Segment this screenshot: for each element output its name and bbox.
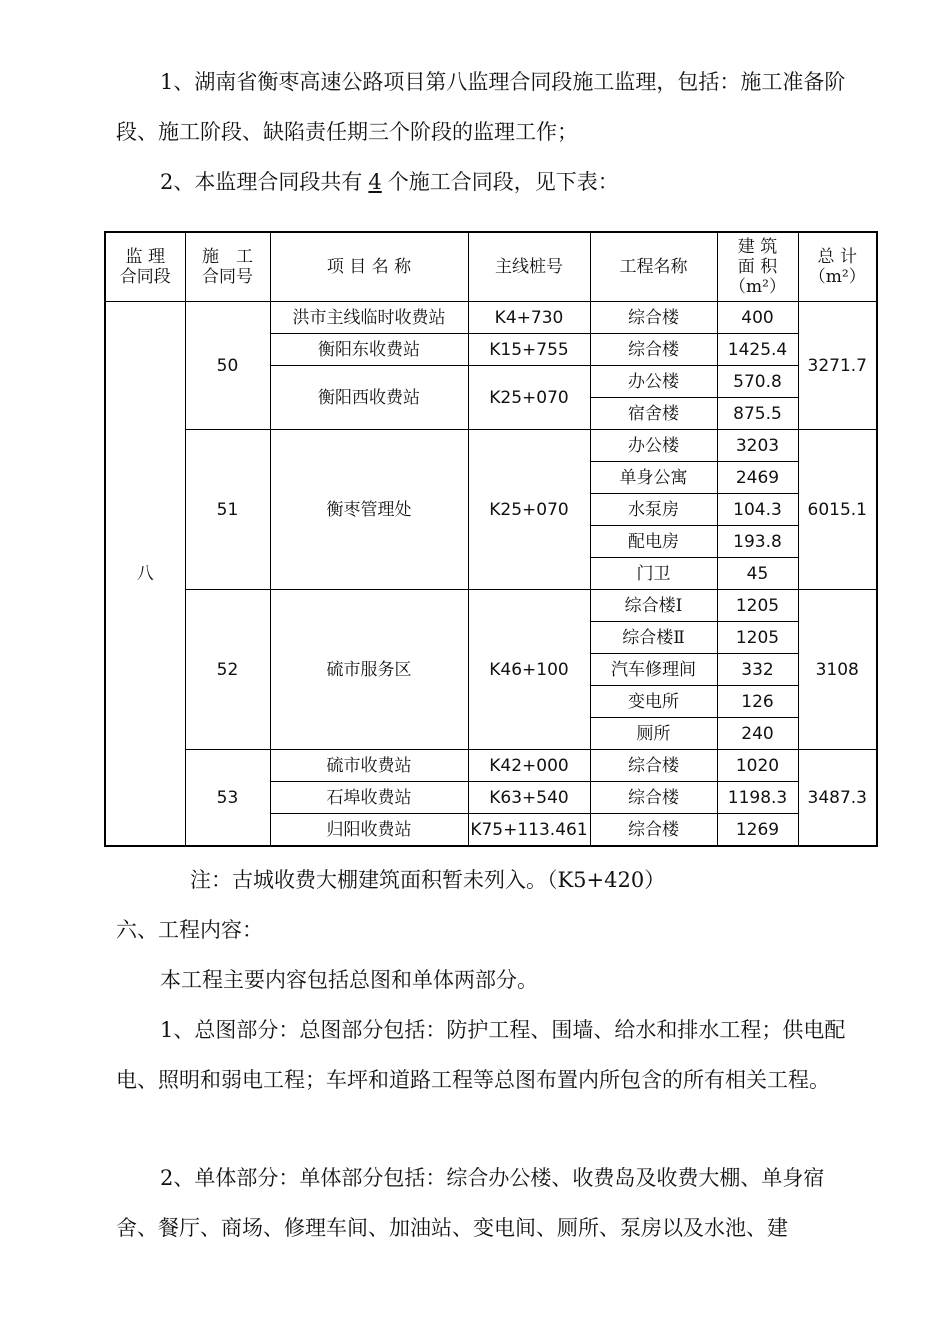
building-name-cell: 综合楼 xyxy=(590,814,717,847)
station-cell: K63+540 xyxy=(468,782,590,814)
area-cell: 1425.4 xyxy=(717,334,798,366)
area-cell: 240 xyxy=(717,718,798,750)
station-cell: K4+730 xyxy=(468,302,590,334)
area-cell: 1198.3 xyxy=(717,782,798,814)
contract-table xyxy=(104,231,878,847)
total-cell: 3108 xyxy=(798,590,877,750)
header-building-name: 工程名称 xyxy=(590,232,717,302)
project-name-cell: 衡阳西收费站 xyxy=(270,366,468,430)
header-area: 建 筑 面 积 （m²） xyxy=(717,232,798,302)
project-name-cell: 洪市主线临时收费站 xyxy=(270,302,468,334)
section-heading: 六、工程内容： xyxy=(116,918,263,942)
area-cell: 104.3 xyxy=(717,494,798,526)
station-cell: K25+070 xyxy=(468,430,590,590)
building-name-cell: 变电所 xyxy=(590,686,717,718)
table-row xyxy=(105,430,877,462)
paragraph-2-suffix: 个施工合同段，见下表： xyxy=(387,170,619,194)
total-cell: 3487.3 xyxy=(798,750,877,847)
area-cell: 2469 xyxy=(717,462,798,494)
area-cell: 1269 xyxy=(717,814,798,847)
project-name-cell: 硫市收费站 xyxy=(270,750,468,782)
header-total: 总 计 （m²） xyxy=(798,232,877,302)
station-cell: K42+000 xyxy=(468,750,590,782)
contract-number-cell: 50 xyxy=(185,302,270,430)
table-row xyxy=(105,590,877,622)
area-cell: 875.5 xyxy=(717,398,798,430)
contract-number-cell: 51 xyxy=(185,430,270,590)
content-item-1: 1、总图部分：总图部分包括：防护工程、围墙、给水和排水工程；供电配电、照明和弱电工程；车坪和道路工程等总图布置内所包含的所有相关工程。 xyxy=(116,1018,846,1092)
area-cell: 1020 xyxy=(717,750,798,782)
contract-number-cell: 53 xyxy=(185,750,270,847)
building-name-cell: 宿舍楼 xyxy=(590,398,717,430)
station-cell: K75+113.461 xyxy=(468,814,590,847)
building-name-cell: 综合楼 xyxy=(590,334,717,366)
building-name-cell: 水泵房 xyxy=(590,494,717,526)
table-row xyxy=(105,302,877,334)
area-cell: 1205 xyxy=(717,622,798,654)
content-item-2: 2、单体部分：单体部分包括：综合办公楼、收费岛及收费大棚、单身宿舍、餐厅、商场、修理车间、加油站、变电间、厕所、泵房以及水池、建 xyxy=(116,1166,825,1240)
area-cell: 1205 xyxy=(717,590,798,622)
content-intro: 本工程主要内容包括总图和单体两部分。 xyxy=(160,968,538,992)
station-cell: K46+100 xyxy=(468,590,590,750)
area-cell: 45 xyxy=(717,558,798,590)
building-name-cell: 厕所 xyxy=(590,718,717,750)
supervision-section-cell: 八 xyxy=(105,302,185,847)
building-name-cell: 单身公寓 xyxy=(590,462,717,494)
building-name-cell: 办公楼 xyxy=(590,366,717,398)
paragraph-1: 1、湖南省衡枣高速公路项目第八监理合同段施工监理，包括：施工准备阶段、施工阶段、缺陷责任期三个阶段的监理工作； xyxy=(116,70,846,144)
total-cell: 3271.7 xyxy=(798,302,877,430)
project-name-cell: 衡枣管理处 xyxy=(270,430,468,590)
header-construction-contract: 施 工 合同号 xyxy=(185,232,270,302)
contract-count: 4 xyxy=(368,170,382,194)
area-cell: 332 xyxy=(717,654,798,686)
project-name-cell: 归阳收费站 xyxy=(270,814,468,847)
area-cell: 570.8 xyxy=(717,366,798,398)
building-name-cell: 门卫 xyxy=(590,558,717,590)
table-header-row xyxy=(105,232,877,302)
paragraph-2 xyxy=(116,157,866,207)
project-name-cell: 硫市服务区 xyxy=(270,590,468,750)
building-name-cell: 综合楼 xyxy=(590,302,717,334)
building-name-cell: 综合楼Ⅱ xyxy=(590,622,717,654)
project-name-cell: 石埠收费站 xyxy=(270,782,468,814)
building-name-cell: 汽车修理间 xyxy=(590,654,717,686)
header-station: 主线桩号 xyxy=(468,232,590,302)
area-cell: 126 xyxy=(717,686,798,718)
header-supervision-section: 监 理 合同段 xyxy=(105,232,185,302)
table-row xyxy=(105,750,877,782)
contract-number-cell: 52 xyxy=(185,590,270,750)
area-cell: 193.8 xyxy=(717,526,798,558)
header-project-name: 项 目 名 称 xyxy=(270,232,468,302)
project-name-cell: 衡阳东收费站 xyxy=(270,334,468,366)
building-name-cell: 办公楼 xyxy=(590,430,717,462)
station-cell: K15+755 xyxy=(468,334,590,366)
table-note: 注：古城收费大棚建筑面积暂未列入。（K5+420） xyxy=(190,868,666,892)
building-name-cell: 配电房 xyxy=(590,526,717,558)
paragraph-2-prefix: 2、本监理合同段共有 xyxy=(160,170,363,194)
area-cell: 3203 xyxy=(717,430,798,462)
building-name-cell: 综合楼 xyxy=(590,782,717,814)
building-name-cell: 综合楼Ⅰ xyxy=(590,590,717,622)
area-cell: 400 xyxy=(717,302,798,334)
building-name-cell: 综合楼 xyxy=(590,750,717,782)
total-cell: 6015.1 xyxy=(798,430,877,590)
station-cell: K25+070 xyxy=(468,366,590,430)
